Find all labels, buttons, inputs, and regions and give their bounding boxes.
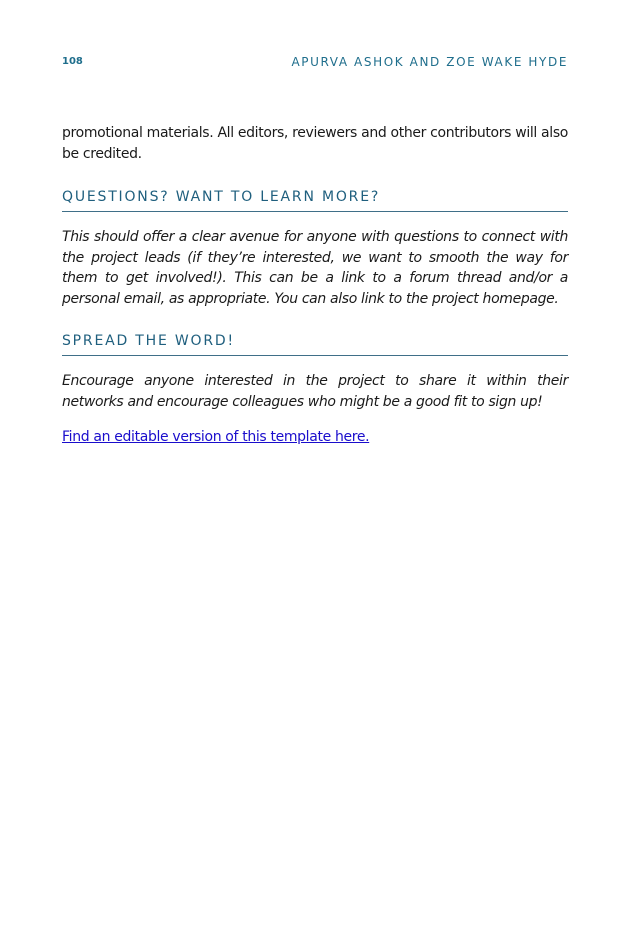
section-heading-questions: QUESTIONS? WANT TO LEARN MORE?	[62, 189, 568, 212]
section-spread-the-word	[62, 333, 568, 412]
continuation-paragraph: promotional materials. All editors, reviewers and other contributors will also be credited.	[62, 125, 568, 162]
running-header	[62, 55, 568, 71]
section-paragraph-spread-the-word: Encourage anyone interested in the project to share it within their networks and encourage colleagues who might be a good fit to sign up!	[62, 373, 568, 410]
section-heading-spread-the-word: SPREAD THE WORD!	[62, 333, 568, 356]
page-content	[62, 123, 568, 447]
running-title: APURVA ASHOK AND ZOE WAKE HYDE	[291, 55, 568, 69]
editable-template-link[interactable]: Find an editable version of this template here.	[62, 429, 370, 445]
section-paragraph-questions: This should offer a clear avenue for anyone with questions to connect with the project leads (if they’re interested, we want to smooth the way for them to get involved!). This can be a link to a forum thread and/or a personal email, as appropriate. You can also link to the project homepage.	[62, 229, 568, 307]
section-questions	[62, 189, 568, 309]
page-number: 108	[62, 56, 83, 67]
